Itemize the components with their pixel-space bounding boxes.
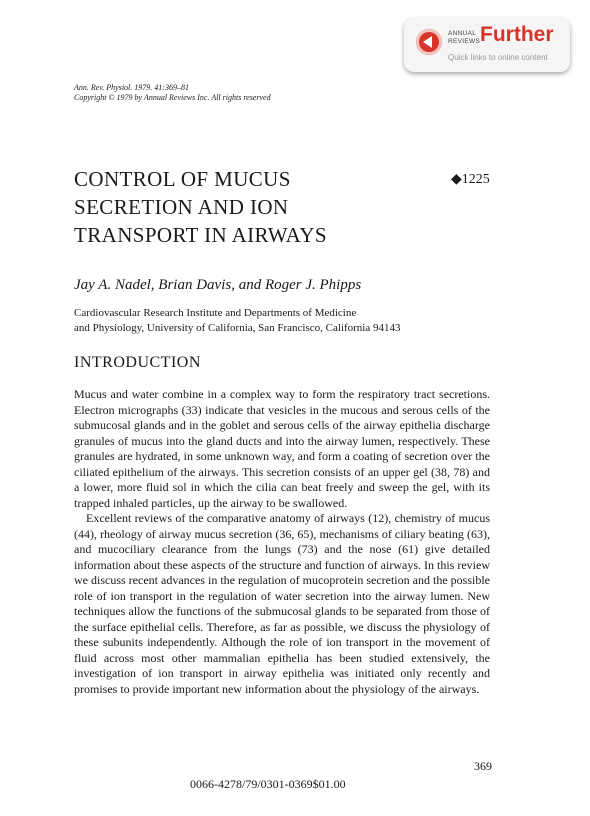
title-line-1: CONTROL OF MUCUS <box>74 167 291 191</box>
copyright-line: Copyright © 1979 by Annual Reviews Inc. All rights reserved <box>74 93 271 102</box>
badge-reviews-text: REVIEWS <box>448 38 481 45</box>
affiliation-line-2: and Physiology, University of California, San Francisco, California 94143 <box>74 322 401 334</box>
annual-reviews-wordmark <box>448 30 480 46</box>
citation-line: Ann. Rev. Physiol. 1979. 41:369–81 <box>74 83 189 92</box>
price-code-line: 0066-4278/79/0301-0369$01.00 <box>190 777 346 791</box>
article-title <box>74 165 327 249</box>
paragraph: Excellent reviews of the comparative anatomy of airways (12), chemistry of mucus (44), rheology of airway mucus secretion (36, 65), mechanisms of ciliary beating (63), and mucociliary clearance from the lungs (73) and the nose (61) give detailed information about these aspects of the structure and function of airways. In this review we discuss recent advances in the regulation of mucoprotein secretion and the possible role of ion transport in the regulation of water secretion into the airway lumen. New techniques allow the functions of the submucosal glands to be separated from those of the surface epithelial cells. Therefore, as far as possible, we discuss the physiology of these subunits independently. Although the role of ion transport in the movement of fluid across most other mammalian epithelia has been studied extensively, the investigation of ion transport in airway epithelia was initiated only recently and promises to provide important new information about the physiology of the airways. <box>74 511 490 696</box>
play-back-icon <box>416 29 442 55</box>
body-text <box>74 387 490 697</box>
author-list: Jay A. Nadel, Brian Davis, and Roger J. Phipps <box>74 277 362 293</box>
article-number: ◆1225 <box>451 172 490 187</box>
annual-reviews-further-badge[interactable] <box>404 18 570 72</box>
section-heading: INTRODUCTION <box>74 354 201 371</box>
title-line-2: SECRETION AND ION <box>74 195 289 219</box>
affiliation-line-1: Cardiovascular Research Institute and Departments of Medicine <box>74 307 357 319</box>
journal-reference <box>74 83 271 103</box>
badge-subtitle: Quick links to online content <box>448 53 548 62</box>
badge-further-text: Further <box>480 23 554 46</box>
affiliation <box>74 306 401 336</box>
title-line-3: TRANSPORT IN AIRWAYS <box>74 223 327 247</box>
page-number: 369 <box>474 759 492 773</box>
paragraph: Mucus and water combine in a complex way to form the respiratory tract secretions. Electron micrographs (33) indicate that vesicles in the mucous and serous cells of the submucosal glands and in the goblet and serous cells of the airway epithelia discharge granules of mucus into the gland ducts and into the airway lumen, respectively. These granules are hydrated, in some unknown way, and form a coating of secretion over the ciliated epithelium of the airways. This secretion consists of an upper gel (38, 78) and a lower, more fluid sol in which the cilia can beat freely and sweep the gel, with its trapped inhaled particles, up the airway to be swallowed. <box>74 387 490 510</box>
badge-annual-text: ANNUAL <box>448 30 477 37</box>
